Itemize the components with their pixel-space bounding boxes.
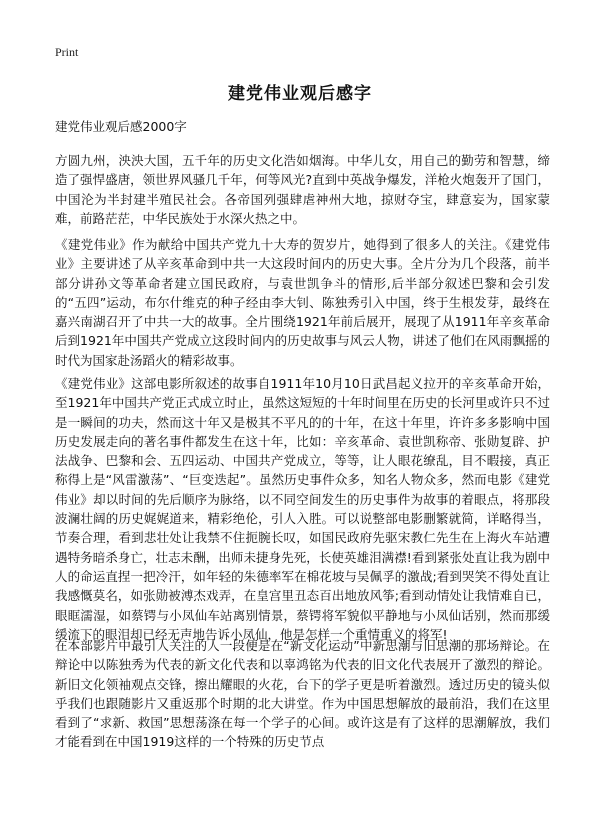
article-title: 建党伟业观后感字 bbox=[228, 84, 372, 104]
article-paragraph: 方圆九州，泱泱大国，五千年的历史文化浩如烟海。中华儿女，用自己的勤劳和智慧，缔造了强悍盛唐，领世界风骚几千年，何等风光?直到中英战争爆发，洋枪火炮轰开了国门，中国沦为半封建半殖民社会。各帝国列强肆虐神州大地，掠财夺宝，肆意妄为，国家蒙难，前路茫茫，中华民族处于水深火热之中。 bbox=[55, 153, 550, 226]
article-paragraph: 《建党伟业》作为献给中国共产党九十大寿的贺岁片，她得到了很多人的关注。《建党伟业》主要讲述了从辛亥革命到中共一大这段时间内的历史大事。全片分为几个段落，前半部分讲孙文等革命者建立国民政府，与袁世凯争斗的情形,后半部分叙述巴黎和会引发的“五四”运动，布尔什维克的种子经由李大钊、陈独秀引入中国，终于生根发芽，最终在嘉兴南湖召开了中共一大的故事。全片围绕1921年前后展开，展现了从1911年辛亥革命后到1921年中国共产党成立这段时间内的历史故事与风云人物，讲述了他们在风雨飘摇的时代为国家赴汤蹈火的精彩故事。 bbox=[55, 237, 550, 368]
article-paragraph: 《建党伟业》这部电影所叙述的故事自1911年10月10日武昌起义拉开的辛亥革命开始，至1921年中国共产党正式成立时止，虽然这短短的十年时间里在历史的长河里或许只不过是一瞬间的功夫，然而这十年又是极其不平凡的的十年，在这十年里，许许多多影响中国历史发展走向的著名事件都发生在这十年，比如：辛亥革命、袁世凯称帝、张勋复辟、护法战争、巴黎和会、五四运动、中国共产党成立，等等，让人眼花缭乱，目不暇接，真正称得上是“风雷激荡”、“巨变迭起”。虽然历史事件众多，知名人物众多，然而电影《建党伟业》却以时间的先后顺序为脉络，以不同空间发生的历史事件为故事的着眼点，将那段波澜壮阔的历史娓娓道来，精彩绝伦，引人入胜。可以说整部电影删繁就简，详略得当，节奏合理，看到悲壮处让我禁不住扼腕长叹，如国民政府先驱宋教仁先生在上海火车站遭遇特务暗杀身亡，壮志未酬，出师未捷身先死，长使英雄泪满襟!看到紧张处直让我为剧中人的命运直捏一把冷汗，如年轻的朱德率军在棉花坡与吴佩孚的激战;看到哭笑不得处直让我感慨莫名，如张勋被溥杰戏弄，在皇宫里丑态百出地放风筝;看到动情处让我情难自已，眼眶濡湿，如蔡锷与小凤仙车站离别情景，蔡锷将军貌似平静地与小凤仙话别，然而那缓缓流下的眼泪却已经无声地告诉小凤仙，他是怎样一个重情重义的将军! bbox=[55, 376, 550, 642]
article-paragraph: 在本部影片中最引人关注的人一段便是在“新文化运动”中新思潮与旧思潮的那场辩论。在辩论中以陈独秀为代表的新文化代表和以辜鸿铭为代表的旧文化代表展开了激烈的辩论。新旧文化领袖观点交锋，擦出耀眼的火花，台下的学子更是听着激烈。透过历史的镜头似乎我们也跟随影片又重返那个时期的北大讲堂。作为中国思想解放的最前沿，我们在这里看到了“求新、救国”思想荡涤在每一个学子的心间。或许这是有了这样的思潮解放，我们才能看到在中国1919这样的一个特殊的历史节点 bbox=[55, 638, 550, 750]
print-link[interactable]: Print bbox=[55, 45, 79, 59]
article-subtitle: 建党伟业观后感2000字 bbox=[55, 119, 187, 134]
